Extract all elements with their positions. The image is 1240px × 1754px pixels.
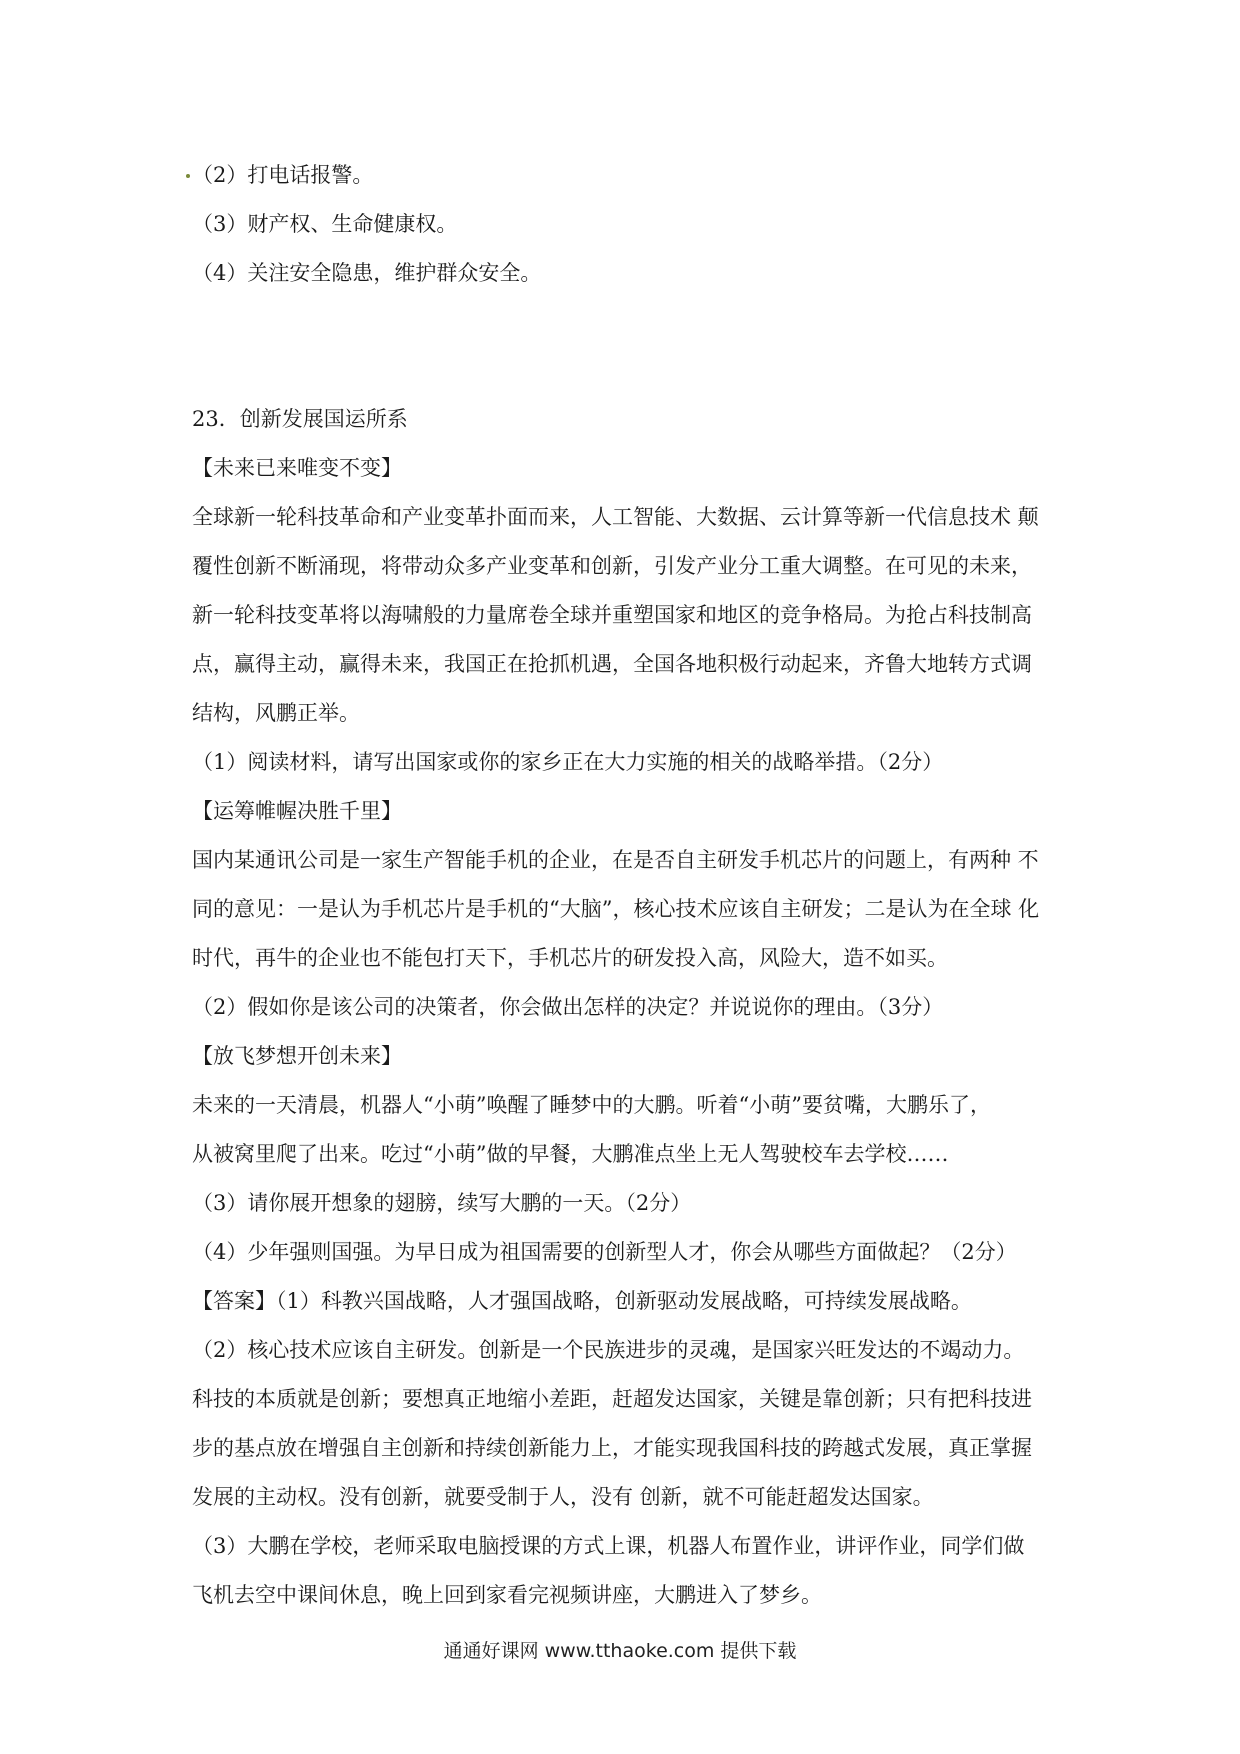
material-paragraph-1-line-1: 全球新一轮科技革命和产业变革扑面而来，人工智能、大数据、云计算等新一代信息技术 颠 bbox=[192, 505, 1039, 529]
material-paragraph-1-line-5: 结构，风鹏正举。 bbox=[192, 701, 360, 725]
section-heading-2: 【运筹帷幄决胜千里】 bbox=[192, 799, 402, 823]
answer-3-line-1: （3）大鹏在学校，老师采取电脑授课的方式上课，机器人布置作业，讲评作业，同学们做 bbox=[192, 1534, 1025, 1558]
answer-2-line-3: 步的基点放在增强自主创新和持续创新能力上，才能实现我国科技的跨越式发展，真正掌握 bbox=[192, 1436, 1032, 1460]
material-paragraph-3-line-2: 从被窝里爬了出来。吃过“小萌”做的早餐，大鹏准点坐上无人驾驶校车去学校…… bbox=[192, 1142, 949, 1166]
material-paragraph-2-line-2: 同的意见：一是认为手机芯片是手机的“大脑”，核心技术应该自主研发；二是认为在全球 化 bbox=[192, 897, 1040, 921]
sub-question-2: （2）假如你是该公司的决策者，你会做出怎样的决定？并说说你的理由。（3分） bbox=[192, 995, 944, 1019]
question-title: 23．创新发展国运所系 bbox=[192, 407, 408, 431]
material-paragraph-1-line-2: 覆性创新不断涌现，将带动众多产业变革和创新，引发产业分工重大调整。在可见的未来， bbox=[192, 554, 1032, 578]
sub-question-4: （4）少年强则国强。为早日成为祖国需要的创新型人才，你会从哪些方面做起？（2分） bbox=[192, 1240, 1017, 1264]
answer-line-4: （4）关注安全隐患，维护群众安全。 bbox=[192, 261, 542, 285]
section-heading-3: 【放飞梦想开创未来】 bbox=[192, 1044, 402, 1068]
material-paragraph-2-line-3: 时代，再牛的企业也不能包打天下，手机芯片的研发投入高，风险大，造不如买。 bbox=[192, 946, 948, 970]
answer-line-2: （2）打电话报警。 bbox=[192, 163, 374, 187]
material-paragraph-1-line-3: 新一轮科技变革将以海啸般的力量席卷全球并重塑国家和地区的竞争格局。为抢占科技制高 bbox=[192, 603, 1032, 627]
page-footer: 通通好课网 www.tthaoke.com 提供下载 bbox=[443, 1640, 797, 1662]
answer-heading-line: 【答案】（1）科教兴国战略，人才强国战略，创新驱动发展战略，可持续发展战略。 bbox=[192, 1289, 972, 1313]
sub-question-3: （3）请你展开想象的翅膀，续写大鹏的一天。（2分） bbox=[192, 1191, 692, 1215]
material-paragraph-1-line-4: 点，赢得主动，赢得未来，我国正在抢抓机遇，全国各地积极行动起来，齐鲁大地转方式调 bbox=[192, 652, 1032, 676]
answer-line-3: （3）财产权、生命健康权。 bbox=[192, 212, 458, 236]
answer-3-line-2: 飞机去空中课间休息，晚上回到家看完视频讲座，大鹏进入了梦乡。 bbox=[192, 1583, 822, 1607]
scan-dot-mark bbox=[186, 174, 190, 178]
answer-2-line-4: 发展的主动权。没有创新，就要受制于人，没有 创新，就不可能赶超发达国家。 bbox=[192, 1485, 934, 1509]
answer-2-line-1: （2）核心技术应该自主研发。创新是一个民族进步的灵魂，是国家兴旺发达的不竭动力。 bbox=[192, 1338, 1025, 1362]
answer-2-line-2: 科技的本质就是创新；要想真正地缩小差距，赶超发达国家，关键是靠创新；只有把科技进 bbox=[192, 1387, 1032, 1411]
sub-question-1: （1）阅读材料，请写出国家或你的家乡正在大力实施的相关的战略举措。（2分） bbox=[192, 750, 944, 774]
section-heading-1: 【未来已来唯变不变】 bbox=[192, 456, 402, 480]
material-paragraph-3-line-1: 未来的一天清晨，机器人“小萌”唤醒了睡梦中的大鹏。听着“小萌”要贫嘴，大鹏乐了， bbox=[192, 1093, 991, 1117]
material-paragraph-2-line-1: 国内某通讯公司是一家生产智能手机的企业，在是否自主研发手机芯片的问题上，有两种 不 bbox=[192, 848, 1039, 872]
